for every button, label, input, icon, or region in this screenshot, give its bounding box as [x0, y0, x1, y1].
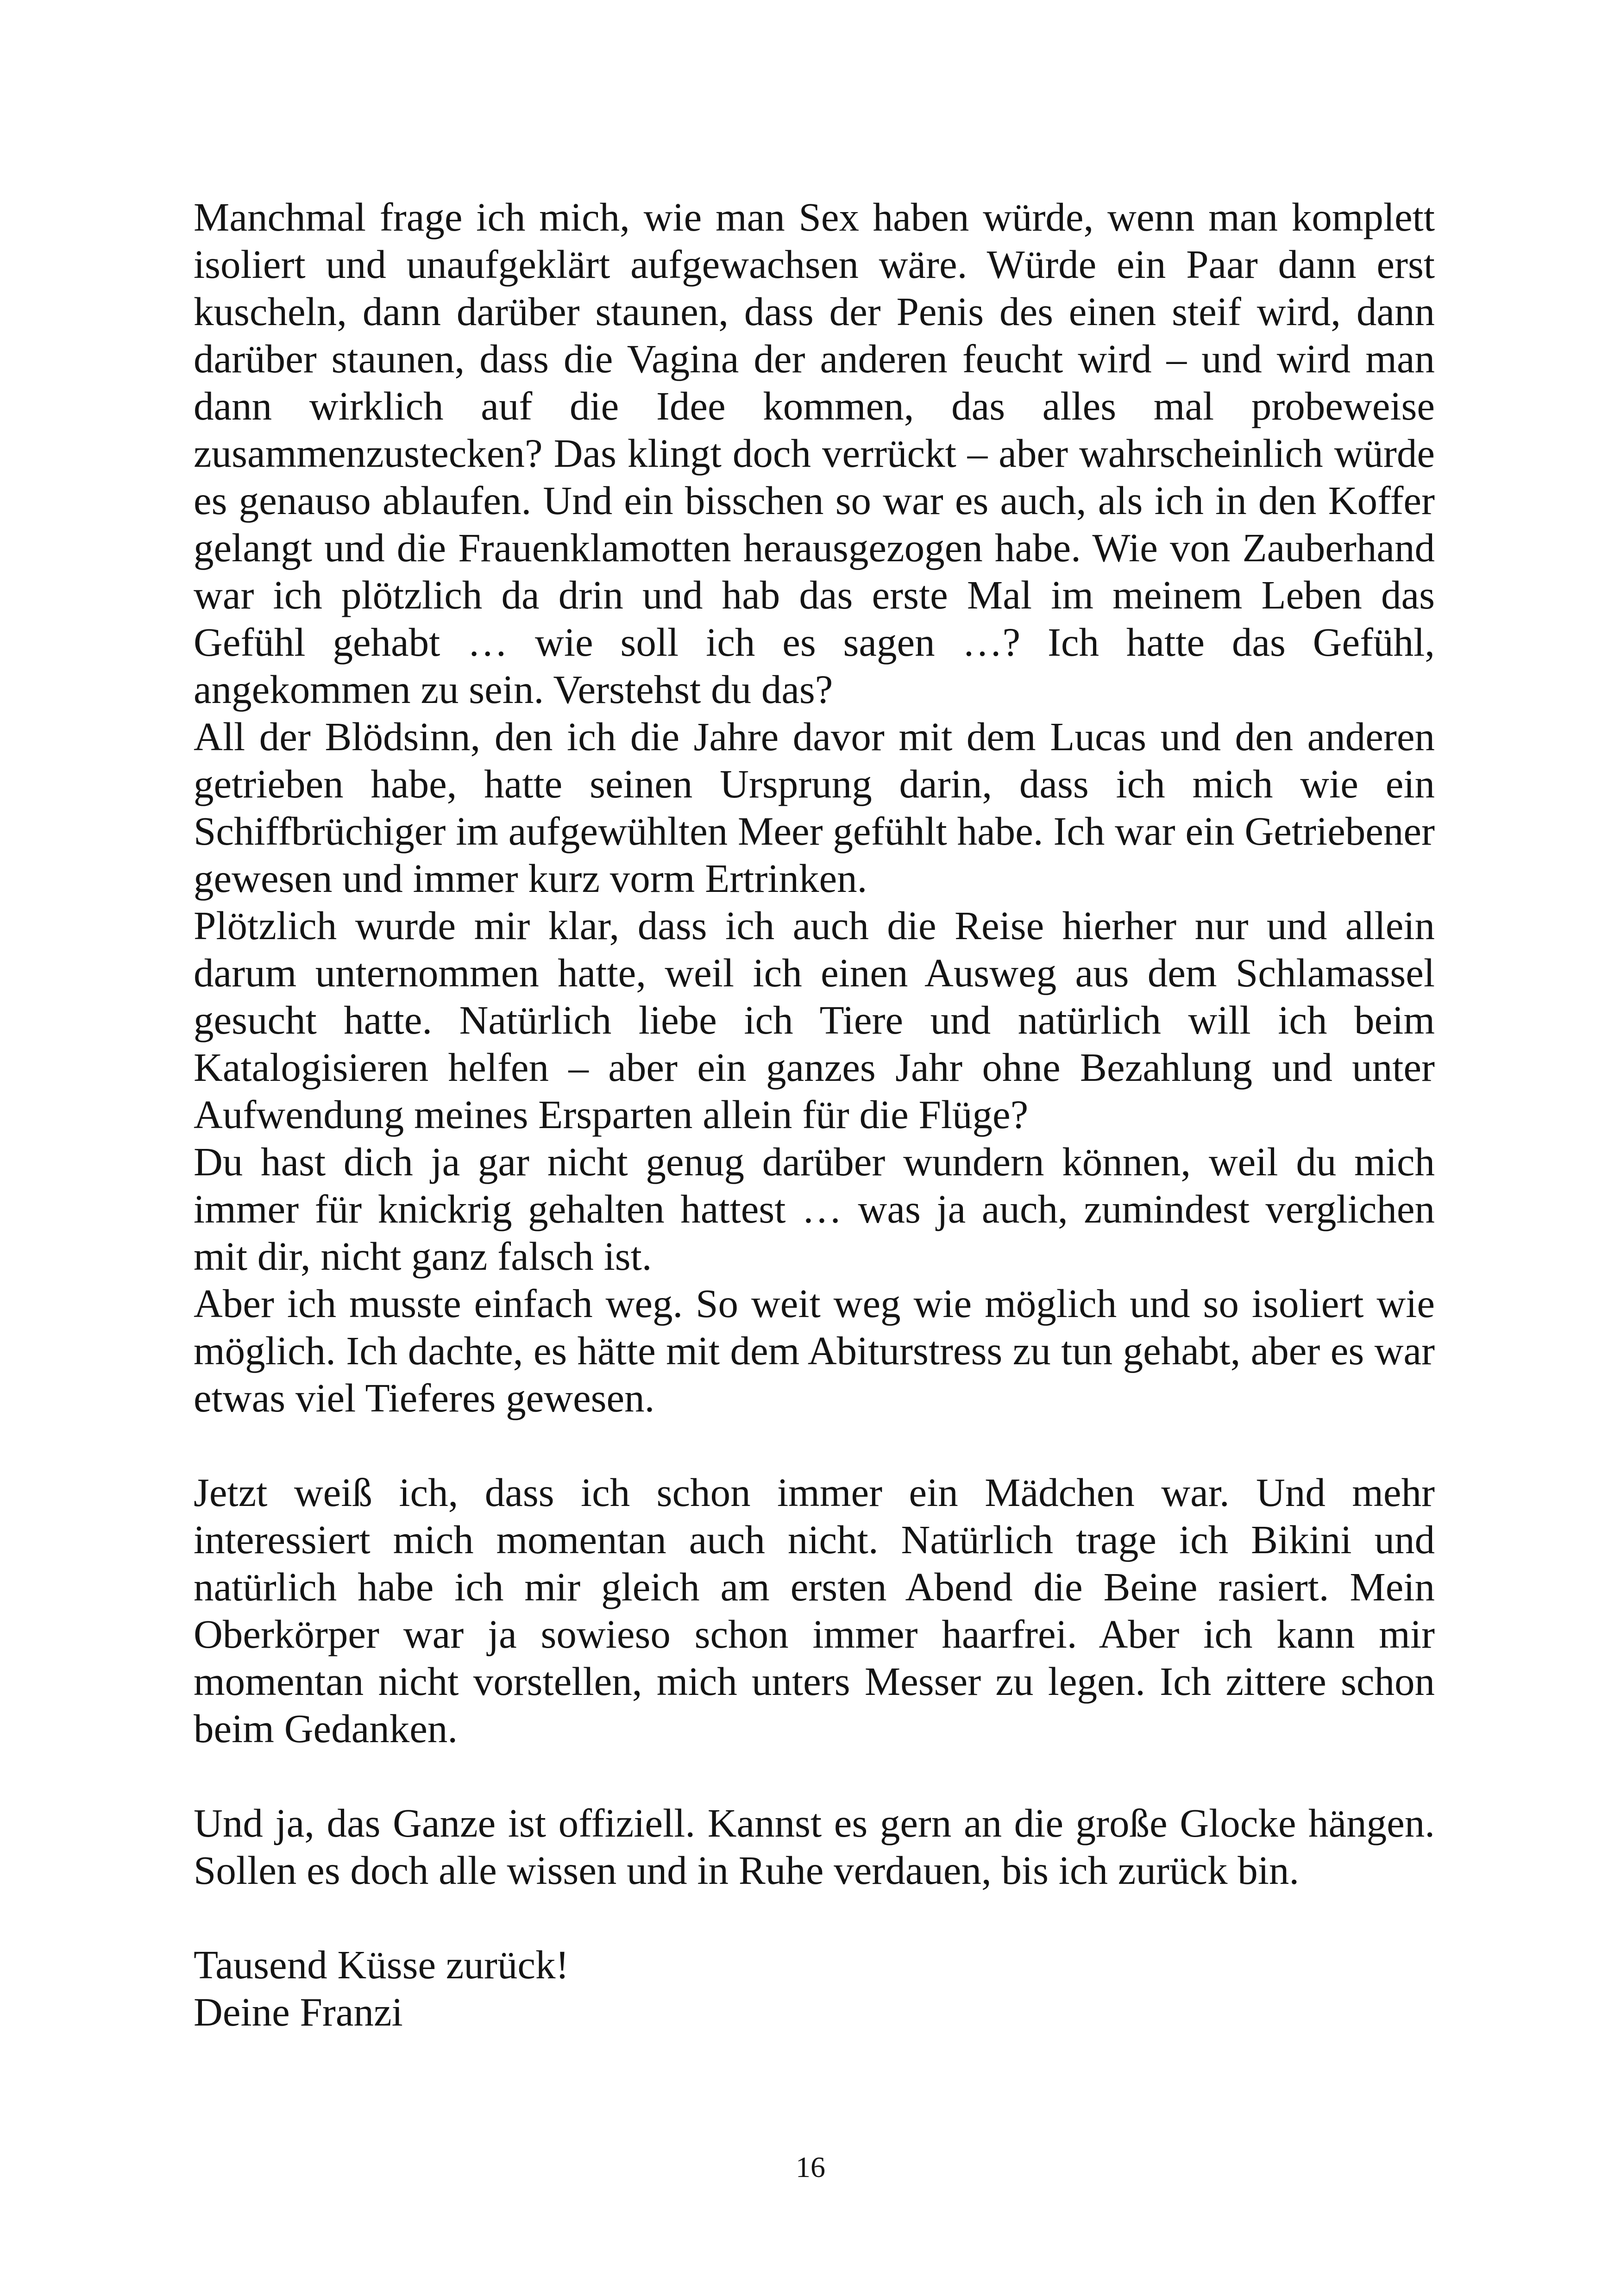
paragraph-2: All der Blödsinn, den ich die Jahre davor mit dem Lucas und den anderen getrieben habe, hatte seinen Ursprung darin, dass ich mich wie ein Schiffbrüchiger im aufgewühlten Meer gefühlt habe. Ich war ein Getriebener gewesen und immer kurz vorm Ertrinken. [194, 714, 1435, 901]
letter-closing [194, 1941, 1435, 2036]
letter-body [194, 194, 1435, 2036]
closing-signature: Deine Franzi [194, 1989, 403, 2034]
page-number: 16 [796, 2151, 825, 2183]
paragraph-4: Du hast dich ja gar nicht genug darüber wundern können, weil du mich immer für knickrig gehalten hattest … was ja auch, zumindest verglichen mit dir, nicht ganz falsch ist. [194, 1139, 1435, 1279]
paragraph-6: Jetzt weiß ich, dass ich schon immer ein Mädchen war. Und mehr interessiert mich momentan auch nicht. Natürlich trage ich Bikini und natürlich habe ich mir gleich am ersten Abend die Beine rasiert. Mein Oberkörper war ja sowieso schon immer haarfrei. Aber ich kann mir momentan nicht vorstellen, mich unters Messer zu legen. Ich zittere schon beim Gedanken. [194, 1470, 1435, 1751]
closing-greeting: Tausend Küsse zurück! [194, 1942, 569, 1987]
paragraph-7: Und ja, das Ganze ist offiziell. Kannst es gern an die große Glocke hängen. Sollen es doch alle wissen und in Ruhe verdauen, bis ich zurück bin. [194, 1800, 1435, 1893]
paragraph-3: Plötzlich wurde mir klar, dass ich auch die Reise hierher nur und allein darum unternommen hatte, weil ich einen Ausweg aus dem Schlamassel gesucht hatte. Natürlich liebe ich Tiere und natürlich will ich beim Katalogisieren helfen – aber ein ganzes Jahr ohne Bezahlung und unter Aufwendung meines Ersparten allein für die Flüge? [194, 903, 1435, 1137]
paragraph-1: Manchmal frage ich mich, wie man Sex haben würde, wenn man komplett isoliert und unaufgeklärt aufgewachsen wäre. Würde ein Paar dann erst kuscheln, dann darüber staunen, dass der Penis des einen steif wird, dann darüber staunen, dass die Vagina der anderen feucht wird – und wird man dann wirklich auf die Idee kommen, das alles mal probeweise zusammenzustecken? Das klingt doch verrückt – aber wahrscheinlich würde es genauso ablaufen. Und ein bisschen so war es auch, als ich in den Koffer gelangt und die Frauenklamotten herausgezogen habe. Wie von Zauberhand war ich plötzlich da drin und hab das erste Mal im meinem Leben das Gefühl gehabt … wie soll ich es sagen …? Ich hatte das Gefühl, angekommen zu sein. Verstehst du das? [194, 194, 1435, 712]
paragraph-5: Aber ich musste einfach weg. So weit weg wie möglich und so isoliert wie möglich. Ich dachte, es hätte mit dem Abiturstress zu tun gehabt, aber es war etwas viel Tieferes gewesen. [194, 1281, 1435, 1420]
